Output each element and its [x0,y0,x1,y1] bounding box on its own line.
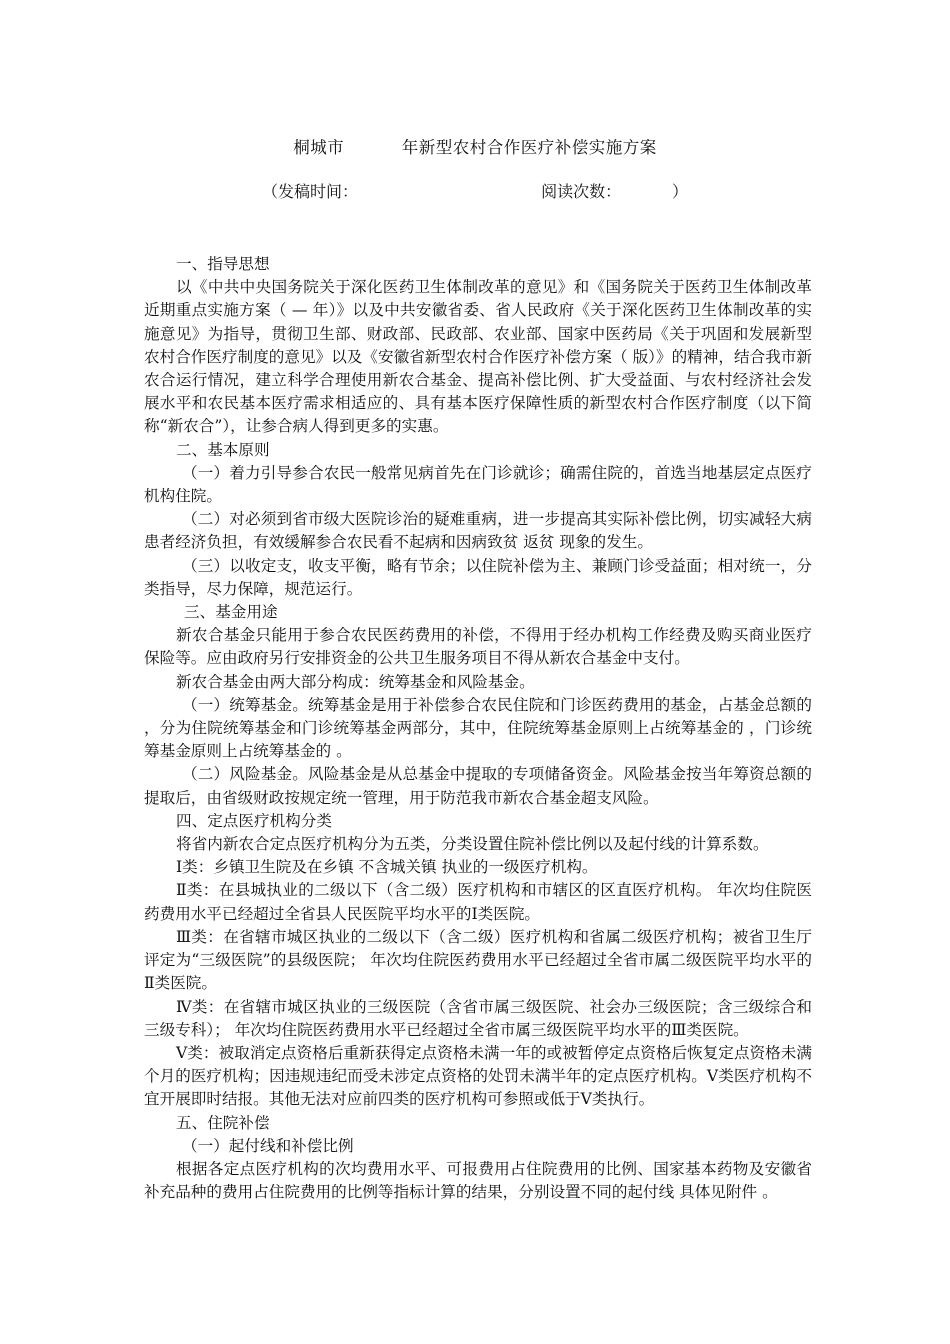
paragraph: 以《中共中央国务院关于深化医药卫生体制改革的意见》和《国务院关于医药卫生体制改革近期重点实施方案（ — 年）》以及中共安徽省委、省人民政府《关于深化医药卫生体制改革的实施意见》为指导，贯彻卫生部、财政部、民政部、农业部、国家中医药局《关于巩固和发展新型农村合作医疗制度的意见》以及《安徽省新型农村合作医疗补偿方案（ 版）》的精神，结合我市新农合运行情况，建立科学合理使用新农合基金、提高补偿比例、扩大受益面、与农村经济社会发展水平和农民基本医疗需求相适应的、具有基本医疗保障性质的新型农村合作医疗制度（以下简称“新农合”），让参合病人得到更多的实惠。 [144,278,812,436]
paragraph: Ⅲ类：在省辖市城区执业的二级以下（含二级）医疗机构和省属二级医疗机构；被省卫生厅评定为“三级医院”的县级医院； 年次均住院医药费用水平已经超过全省市属二级医院平均水平的Ⅱ类医院。 [144,927,812,993]
paragraph: 新农合基金由两大部分构成：统筹基金和风险基金。 [176,672,535,691]
paragraph: （一）统筹基金。统筹基金是用于补偿参合农民住院和门诊医药费用的基金，占基金总额的 ，分为住院统筹基金和门诊统筹基金两部分，其中，住院统筹基金原则上占统筹基金的 ，门诊统筹基金原则上占统筹基金的 。 [144,695,812,761]
paragraph: （二）风险基金。风险基金是从总基金中提取的专项储备资金。风险基金按当年筹资总额的 提取后，由省级财政按规定统一管理，用于防范我市新农合基金超支风险。 [144,765,812,807]
paragraph: （二）对必须到省市级大医院诊治的疑难重病，进一步提高其实际补偿比例，切实减轻大病患者经济负担，有效缓解参合农民看不起病和因病致贫 返贫 现象的发生。 [144,510,812,552]
paragraph: Ⅴ类：被取消定点资格后重新获得定点资格未满一年的或被暂停定点资格后恢复定点资格未满 个月的医疗机构；因违规违纪而受未涉定点资格的处罚未满半年的定点医疗机构。Ⅴ类医疗机构不宜开展即时结报。其他无法对应前四类的医疗机构可参照或低于Ⅴ类执行。 [144,1043,812,1109]
paragraph: 将省内新农合定点医疗机构分为五类，分类设置住院补偿比例以及起付线的计算系数。 [176,835,769,854]
section-heading: 二、基本原则 [176,440,270,459]
paragraph: 新农合基金只能用于参合农民医药费用的补偿，不得用于经办机构工作经费及购买商业医疗保险等。应由政府另行安排资金的公共卫生服务项目不得从新农合基金中支付。 [144,626,812,668]
paragraph: （三）以收定支，收支平衡，略有节余；以住院补偿为主、兼顾门诊受益面；相对统一，分类指导，尽力保障，规范运行。 [144,556,812,598]
paragraph: Ⅰ类：乡镇卫生院及在乡镇 不含城关镇 执业的一级医疗机构。 [176,858,598,877]
document-body [144,253,812,1204]
document-title: 桐城市 年新型农村合作医疗补偿实施方案 [293,138,657,157]
paragraph: Ⅱ类：在县城执业的二级以下（含二级）医疗机构和市辖区的区直医疗机构。 年次均住院医药费用水平已经超过全省县人民医院平均水平的Ⅰ类医院。 [144,881,812,923]
section-heading: 五、住院补偿 [176,1113,270,1132]
paragraph: （一）起付线和补偿比例 [182,1136,354,1155]
paragraph: （一）着力引导参合农民一般常见病首先在门诊就诊；确需住院的，首选当地基层定点医疗机构住院。 [144,463,812,506]
section-heading: 一、指导思想 [176,255,270,273]
section-heading: 三、基金用途 [184,603,278,622]
paragraph: 根据各定点医疗机构的次均费用水平、可报费用占住院费用的比例、国家基本药物及安徽省补充品种的费用占住院费用的比例等指标计算的结果，分别设置不同的起付线 具体见附件 。 [144,1159,812,1202]
section-heading: 四、定点医疗机构分类 [176,811,332,830]
publish-meta: （发稿时间： 阅读次数： ） [262,182,688,201]
paragraph: Ⅳ类：在省辖市城区执业的三级医院（含省市属三级医院、社会办三级医院；含三级综合和三级专科）； 年次均住院医药费用水平已经超过全省市属三级医院平均水平的Ⅲ类医院。 [144,997,812,1039]
